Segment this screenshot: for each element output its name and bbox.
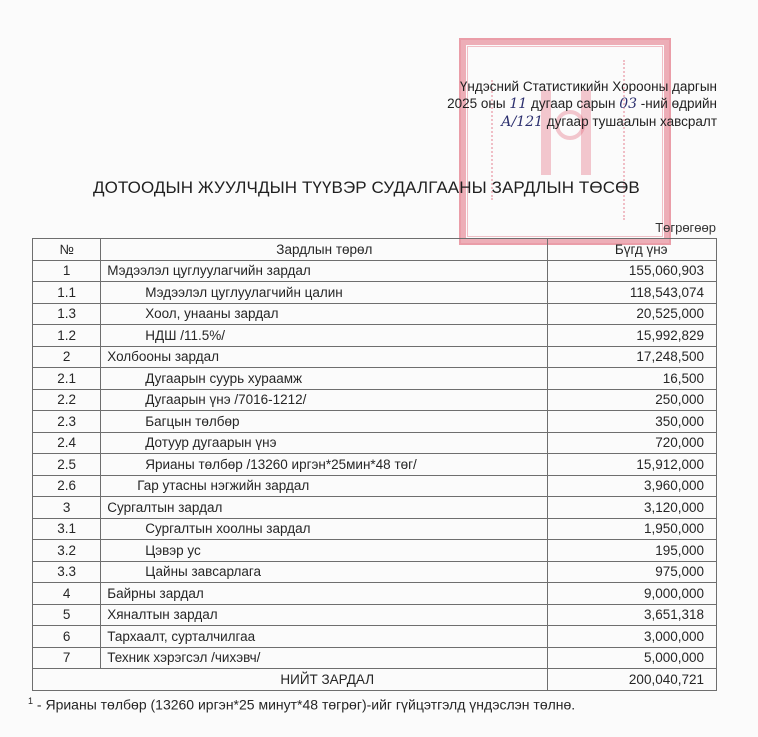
- row-value: 15,992,829: [548, 325, 717, 347]
- row-number: 2.5: [33, 454, 101, 476]
- column-header-expense-type: Зардлын төрөл: [101, 239, 548, 261]
- row-number: 7: [33, 647, 101, 669]
- row-value: 20,525,000: [548, 303, 717, 325]
- row-value: 17,248,500: [548, 346, 717, 368]
- row-value: 15,912,000: [548, 454, 717, 476]
- row-expense-name: Сургалтын хоолны зардал: [101, 518, 548, 540]
- stamp-inner-border: [467, 46, 663, 237]
- table-row: [33, 389, 717, 411]
- handwritten-order-number: А/121: [500, 114, 544, 130]
- row-expense-name: Тархаалт, сурталчилгаа: [101, 626, 548, 648]
- column-header-number: №: [33, 239, 101, 261]
- table-row: [33, 540, 717, 562]
- row-expense-name: Цайны завсарлага: [101, 561, 548, 583]
- table-row: [33, 604, 717, 626]
- row-number: 1.1: [33, 282, 101, 304]
- total-label: НИЙТ ЗАРДАЛ: [33, 669, 548, 691]
- row-number: 3.1: [33, 518, 101, 540]
- row-number: 2: [33, 346, 101, 368]
- column-header-total-price: Бүгд үнэ: [548, 239, 717, 261]
- row-expense-name: Хоол, унааны зардал: [101, 303, 548, 325]
- row-expense-name: Техник хэрэгсэл /чихэвч/: [101, 647, 548, 669]
- header-line-1: Үндэсний Статистикийн Хорооны даргын: [459, 79, 717, 94]
- total-value: 200,040,721: [548, 669, 717, 691]
- handwritten-day: 03: [619, 96, 638, 112]
- row-expense-name: Хяналтын зардал: [101, 604, 548, 626]
- header-line-2: [447, 95, 717, 113]
- table-row: [33, 497, 717, 519]
- row-value: 3,120,000: [548, 497, 717, 519]
- row-value: 9,000,000: [548, 583, 717, 605]
- table-row: [33, 325, 717, 347]
- table-row: [33, 583, 717, 605]
- footnote-text: - Ярианы төлбөр (13260 иргэн*25 минут*48 төгрөг)-ийг гүйцэтгэлд үндэслэн төлнө.: [33, 696, 576, 713]
- row-expense-name: Багцын төлбөр: [101, 411, 548, 433]
- row-value: 118,543,074: [548, 282, 717, 304]
- row-number: 3.2: [33, 540, 101, 562]
- table-row: [33, 454, 717, 476]
- row-expense-name: Цэвэр ус: [101, 540, 548, 562]
- budget-table: [32, 238, 717, 691]
- table-row: [33, 432, 717, 454]
- table-row: [33, 411, 717, 433]
- row-value: 16,500: [548, 368, 717, 390]
- row-expense-name: Байрны зардал: [101, 583, 548, 605]
- row-number: 1.2: [33, 325, 101, 347]
- footnote-marker: 1: [28, 696, 34, 706]
- header-month-text: дугаар сарын: [530, 96, 616, 111]
- document-title: ДОТООДЫН ЖУУЛЧДЫН ТҮҮВЭР СУДАЛГААНЫ ЗАРДЛЫН ТӨСӨВ: [93, 178, 640, 197]
- currency-unit-label: Төгрөгөөр: [655, 220, 716, 235]
- row-value: 5,000,000: [548, 647, 717, 669]
- total-row: [33, 669, 717, 691]
- table-row: [33, 561, 717, 583]
- row-expense-name: Мэдээлэл цуглуулагчийн зардал: [101, 260, 548, 282]
- table-row: [33, 282, 717, 304]
- footnote: [28, 696, 575, 713]
- appendix-header: [447, 78, 717, 131]
- row-value: 1,950,000: [548, 518, 717, 540]
- header-order-suffix: дугаар тушаалын хавсралт: [546, 114, 717, 129]
- row-number: 1: [33, 260, 101, 282]
- row-expense-name: Сургалтын зардал: [101, 497, 548, 519]
- row-number: 2.2: [33, 389, 101, 411]
- handwritten-month: 11: [509, 96, 528, 112]
- row-value: 3,960,000: [548, 475, 717, 497]
- row-expense-name: Ярианы төлбөр /13260 иргэн*25мин*48 төг/: [101, 454, 548, 476]
- row-expense-name: НДШ /11.5%/: [101, 325, 548, 347]
- row-value: 195,000: [548, 540, 717, 562]
- row-number: 6: [33, 626, 101, 648]
- header-line-3: [447, 113, 717, 131]
- row-number: 3: [33, 497, 101, 519]
- row-value: 155,060,903: [548, 260, 717, 282]
- table-row: [33, 303, 717, 325]
- row-value: 250,000: [548, 389, 717, 411]
- row-number: 5: [33, 604, 101, 626]
- table-row: [33, 518, 717, 540]
- table-row: [33, 346, 717, 368]
- row-number: 2.6: [33, 475, 101, 497]
- table-header-row: [33, 239, 717, 261]
- row-expense-name: Гар утасны нэгжийн зардал: [101, 475, 548, 497]
- row-number: 2.1: [33, 368, 101, 390]
- row-number: 3.3: [33, 561, 101, 583]
- row-number: 2.4: [33, 432, 101, 454]
- row-expense-name: Дугаарын суурь хураамж: [101, 368, 548, 390]
- table-row: [33, 260, 717, 282]
- row-value: 3,000,000: [548, 626, 717, 648]
- row-value: 975,000: [548, 561, 717, 583]
- table-row: [33, 368, 717, 390]
- table-row: [33, 626, 717, 648]
- table-row: [33, 475, 717, 497]
- row-expense-name: Мэдээлэл цуглуулагчийн цалин: [101, 282, 548, 304]
- official-stamp: [459, 38, 671, 245]
- row-expense-name: Дугаарын үнэ /7016-1212/: [101, 389, 548, 411]
- row-expense-name: Дотуур дугаарын үнэ: [101, 432, 548, 454]
- row-value: 720,000: [548, 432, 717, 454]
- row-value: 3,651,318: [548, 604, 717, 626]
- row-number: 1.3: [33, 303, 101, 325]
- row-expense-name: Холбооны зардал: [101, 346, 548, 368]
- table-row: [33, 647, 717, 669]
- row-value: 350,000: [548, 411, 717, 433]
- header-day-suffix: -ний өдрийн: [640, 96, 717, 111]
- header-year-text: 2025 оны: [447, 96, 506, 111]
- row-number: 2.3: [33, 411, 101, 433]
- row-number: 4: [33, 583, 101, 605]
